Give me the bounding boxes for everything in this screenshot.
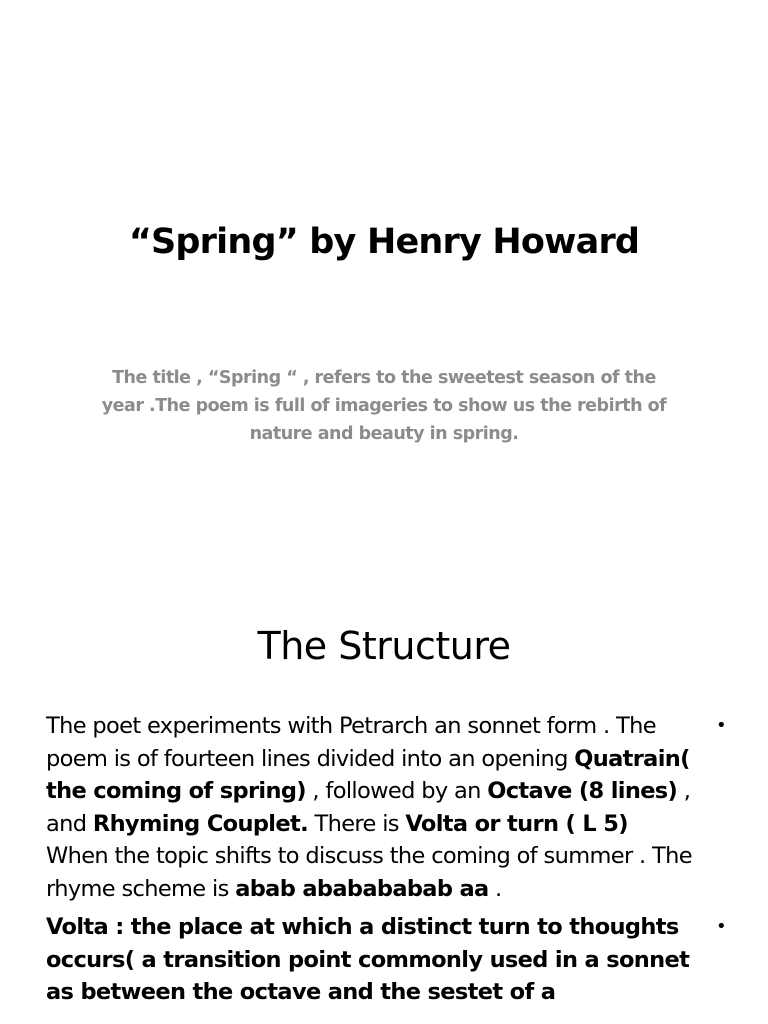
bullet-emphasis: Octave (8 lines)	[487, 778, 678, 804]
bullet-emphasis: Rhyming Couplet.	[92, 810, 308, 837]
bullet-list	[46, 710, 740, 1015]
bullet-dot-icon: •	[716, 916, 726, 937]
bullet-emphasis: Quatrain( the coming of spring)	[46, 745, 690, 804]
bullet-text: When the topic shifts to discuss the coming of summer . The rhyme scheme is	[46, 843, 692, 902]
bullet-text: .	[488, 875, 502, 902]
bullet-emphasis: abab ababababab aa	[235, 875, 489, 902]
slide-title-heading: “Spring” by Henry Howard	[128, 222, 640, 262]
bullet-emphasis: Volta or turn ( L 5)	[405, 810, 628, 837]
bullet-item-structure	[46, 710, 740, 905]
bullet-dot-icon: •	[716, 715, 726, 736]
slide-structure	[0, 576, 768, 1024]
structure-heading: The Structure	[257, 624, 511, 668]
bullet-text: , followed by an	[305, 778, 488, 804]
bullet-text: There is	[308, 810, 406, 837]
bullet-text: Volta : the place at which a distinct turn to thoughts occurs( a transition point commonly used in a sonnet as between the octave and the sestet of a	[46, 914, 690, 1005]
bullet-text: , and	[46, 778, 691, 837]
bullet-text: The poet experiments with Petrarch an sonnet form . The poem is of fourteen lines divided into an opening	[46, 713, 656, 772]
slide-subtitle: The title , “Spring “ , refers to the sweetest season of the year .The poem is full of imageries to show us the rebirth of nature and beauty in spring.	[101, 368, 667, 444]
bullet-item-volta	[46, 911, 740, 1009]
